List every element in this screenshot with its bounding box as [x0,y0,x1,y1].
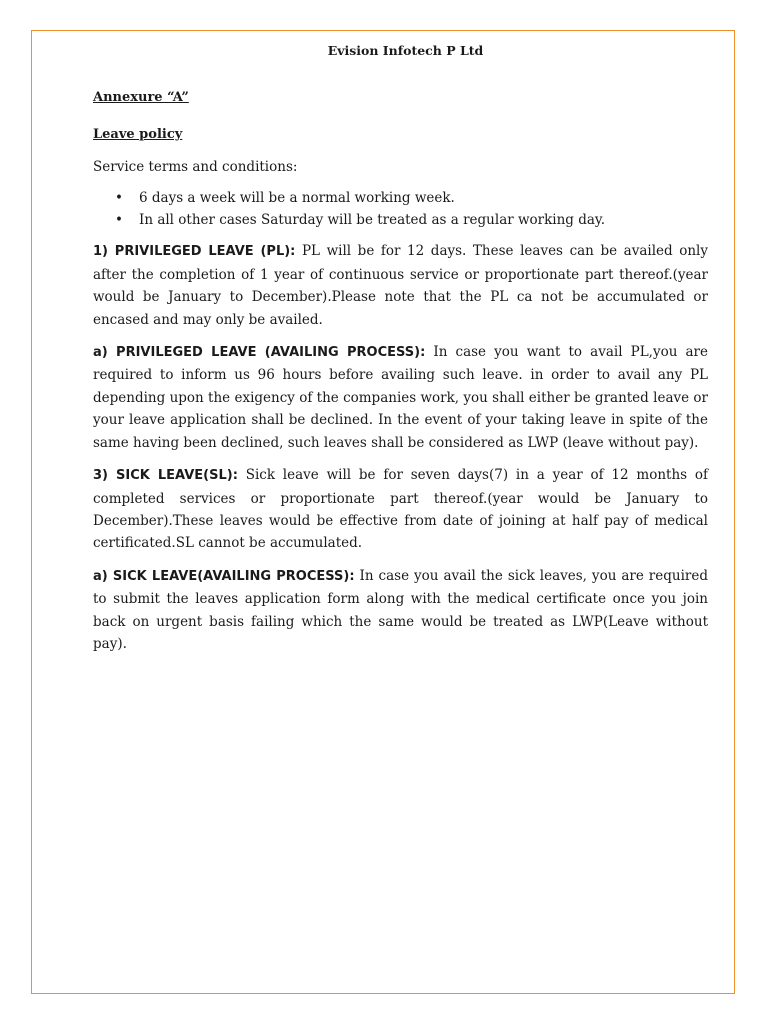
term-text: In all other cases Saturday will be treated as a regular working day. [139,212,606,229]
section-privileged-leave-process [93,341,708,454]
company-name: Evision Infotech P Ltd [327,43,484,58]
terms-list [93,187,708,232]
section-privileged-leave [93,240,708,331]
annexure-title: Annexure “A” [93,90,189,106]
section-heading: a) SICK LEAVE(AVAILING PROCESS): [93,568,355,584]
list-item [93,187,708,209]
section-body: Sick leave will be for seven days(7) in a year of 12 months of completed services or proportionate part thereof.(year would be January to December).These leaves would be effective from date of joining at half pay of medical certificated.SL cannot be accumulated. [93,467,708,552]
section-body: PL will be for 12 days. These leaves can be availed only after the completion of 1 year of continuous service or proportionate part thereof.(year would be January to December).Please note that the PL ca not be accumulated or encased and may only be availed. [93,243,708,328]
document-body [93,40,708,665]
intro-text: Service terms and conditions: [93,159,298,176]
section-sick-leave-process [93,565,708,656]
policy-title: Leave policy [93,126,183,142]
section-heading: 1) PRIVILEGED LEAVE (PL): [93,244,296,260]
section-body: In case you avail the sick leaves, you are required to submit the leaves application form along with the medical certificate once you join back on urgent basis failing which the same would be treated as LWP(Leave without pay). [93,567,708,652]
list-item [93,209,708,231]
section-heading: a) PRIVILEGED LEAVE (AVAILING PROCESS): [93,345,426,361]
bullet-icon: • [115,212,123,229]
section-sick-leave [93,464,708,555]
section-body: In case you want to avail PL,you are required to inform us 96 hours before availing such leave. in order to avail any PL depending upon the exigency of the companies work, you shall either be granted leave or your leave application shall be declined. In the event of your taking leave in spite of the same having been declined, such leaves shall be considered as LWP (leave without pay). [93,344,708,451]
bullet-icon: • [115,189,123,206]
term-text: 6 days a week will be a normal working week. [139,189,455,206]
section-heading: 3) SICK LEAVE(SL): [93,468,238,484]
